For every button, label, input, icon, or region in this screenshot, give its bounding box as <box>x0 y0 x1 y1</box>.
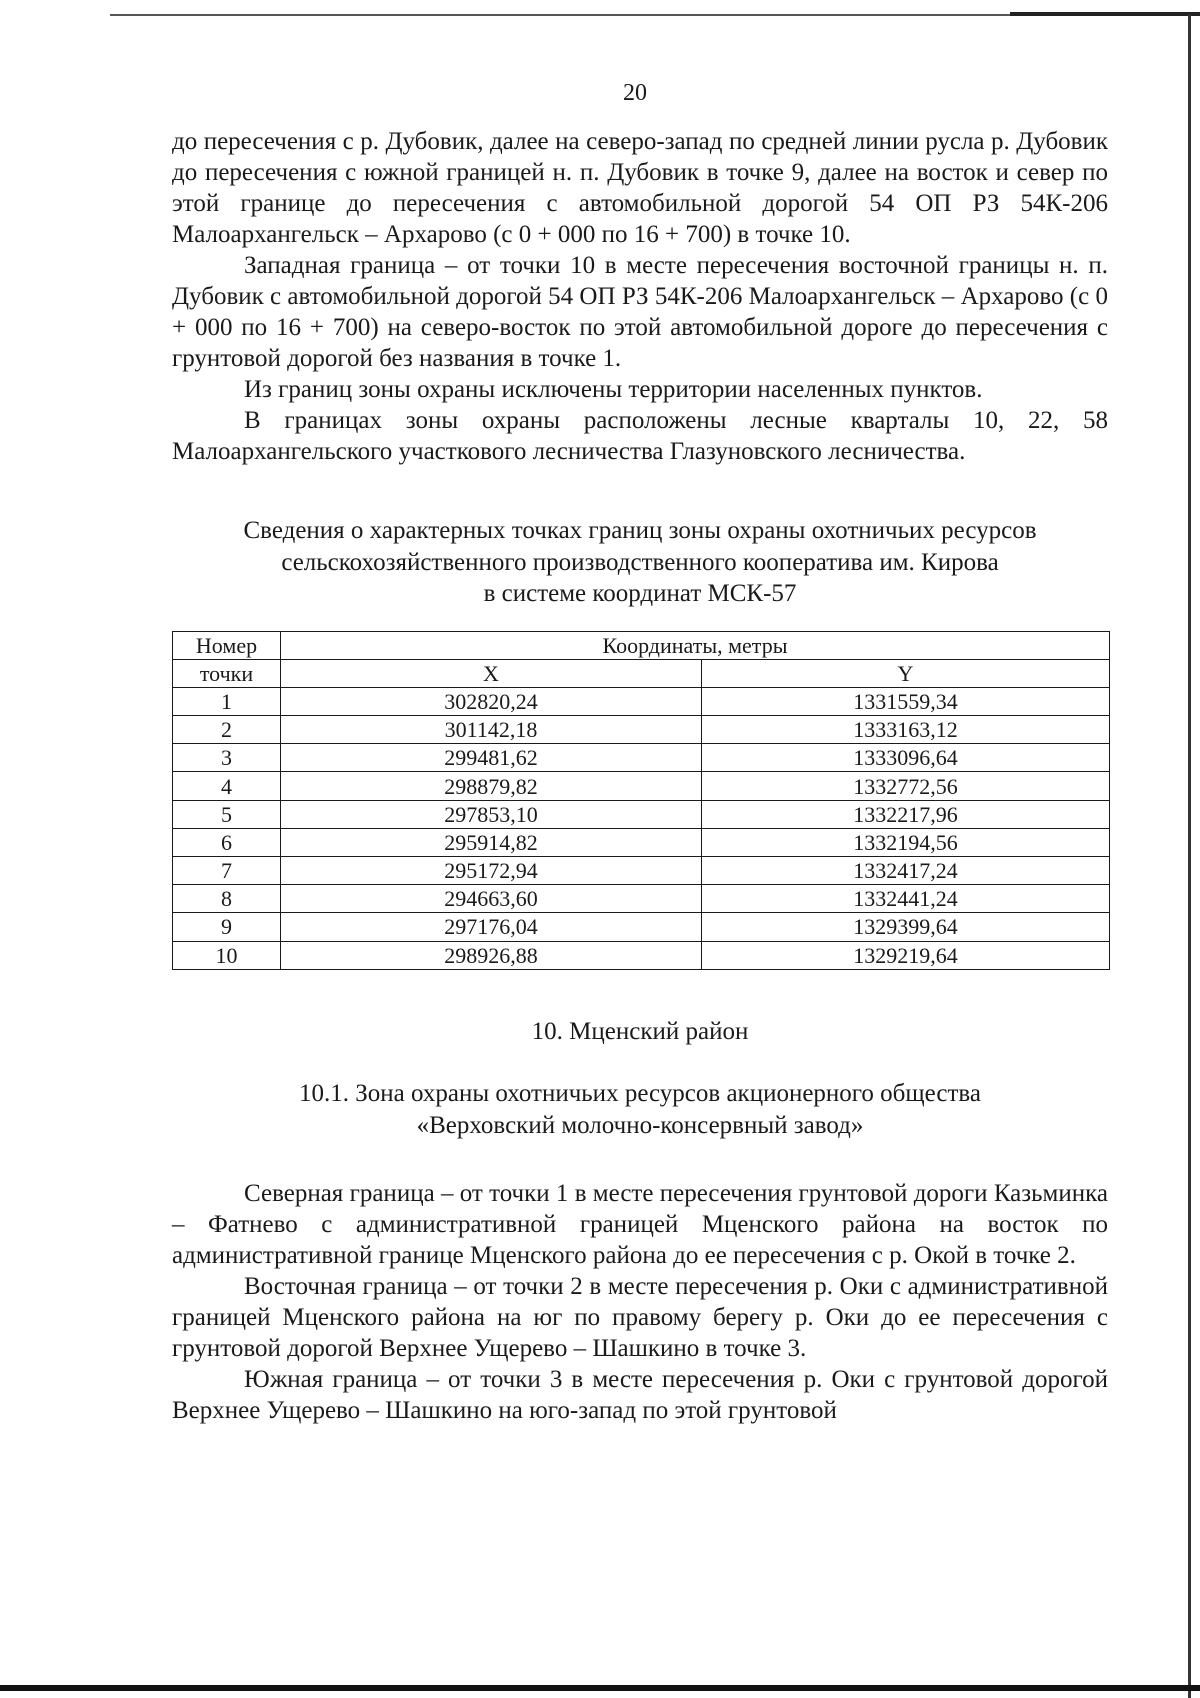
table-caption-line-3: в системе координат МСК-57 <box>483 580 797 607</box>
y-coordinate-cell: 1329219,64 <box>702 941 1110 969</box>
header-x: X <box>281 659 702 687</box>
y-coordinate-cell: 1332417,24 <box>702 857 1110 885</box>
y-coordinate-cell: 1331559,34 <box>702 687 1110 715</box>
section-paragraph-2: Восточная граница – от точки 2 в месте пересечения р. Оки с административной границей Мценского района на юг по правому берегу р. Оки до ее пересечения с грунтовой дорогой Верхнее Ущерево – Шашкино в точке 3. <box>172 1273 1108 1363</box>
x-coordinate-cell: 295172,94 <box>281 857 702 885</box>
y-coordinate-cell: 1333096,64 <box>702 744 1110 772</box>
point-number-cell: 1 <box>173 687 281 715</box>
subsection-heading-line-2: «Верховский молочно-консервный завод» <box>416 1111 864 1139</box>
x-coordinate-cell: 302820,24 <box>281 687 702 715</box>
header-coordinates: Координаты, метры <box>281 631 1110 659</box>
header-point-number <box>173 631 281 659</box>
x-coordinate-cell: 299481,62 <box>281 744 702 772</box>
x-coordinate-cell: 294663,60 <box>281 885 702 913</box>
y-coordinate-cell: 1332194,56 <box>702 828 1110 856</box>
coordinates-table <box>172 631 1110 970</box>
x-coordinate-cell: 297853,10 <box>281 800 702 828</box>
point-number-cell: 6 <box>173 828 281 856</box>
intro-paragraph-1: до пересечения с р. Дубовик, далее на северо-запад по средней линии русла р. Дубовик до пересечения с южной границей н. п. Дубовик в точке 9, далее на восток и север по этой границе до пересечения с автомобильной дорогой 54 ОП РЗ 54К-206 Малоархангельск – Архарово (с 0 + 000 по 16 + 700) в точке 10. <box>172 128 1108 248</box>
section-paragraph-3: Южная граница – от точки 3 в месте пересечения р. Оки с грунтовой дорогой Верхнее Ущерево – Шашкино на юго-запад по этой грунтовой <box>172 1366 1108 1425</box>
section-paragraph-1: Северная граница – от точки 1 в месте пересечения грунтовой дороги Казьминка – Фатнево с административной границей Мценского района на восток по административной границе Мценского района до ее пересечения с р. Окой в точке 2. <box>172 1180 1108 1270</box>
x-coordinate-cell: 298879,82 <box>281 772 702 800</box>
point-number-cell: 9 <box>173 913 281 941</box>
table-row <box>173 800 1110 828</box>
x-coordinate-cell: 295914,82 <box>281 828 702 856</box>
table-caption <box>172 515 1108 610</box>
intro-paragraph-3: Из границ зоны охраны исключены территории населенных пунктов. <box>244 376 983 403</box>
table-row <box>173 744 1110 772</box>
header-y: Y <box>702 659 1110 687</box>
point-number-cell: 3 <box>173 744 281 772</box>
table-header-row <box>173 631 1110 659</box>
y-coordinate-cell: 1332441,24 <box>702 885 1110 913</box>
scan-edge-top-right <box>1010 12 1200 16</box>
table-row <box>173 913 1110 941</box>
point-number-cell: 4 <box>173 772 281 800</box>
table-row <box>173 941 1110 969</box>
point-number-cell: 10 <box>173 941 281 969</box>
intro-paragraph-4: В границах зоны охраны расположены лесные кварталы 10, 22, 58 Малоархангельского участкового лесничества Глазуновского лесничества. <box>172 407 1108 465</box>
page-number: 20 <box>623 80 647 106</box>
document-body <box>172 126 1108 1426</box>
point-number-cell: 8 <box>173 885 281 913</box>
table-row <box>173 687 1110 715</box>
y-coordinate-cell: 1332772,56 <box>702 772 1110 800</box>
table-row <box>173 772 1110 800</box>
point-number-cell: 7 <box>173 857 281 885</box>
table-caption-line-2: сельскохозяйственного производственного кооператива им. Кирова <box>281 548 999 576</box>
y-coordinate-cell: 1333163,12 <box>702 716 1110 744</box>
subsection-heading-line-1: 10.1. Зона охраны охотничьих ресурсов акционерного общества <box>299 1080 981 1108</box>
table-caption-line-1: Сведения о характерных точках границ зоны охраны охотничьих ресурсов <box>243 517 1037 544</box>
table-subheader-row <box>173 659 1110 687</box>
subsection-heading <box>172 1078 1108 1141</box>
table-row <box>173 716 1110 744</box>
intro-paragraph-2: Западная граница – от точки 10 в месте пересечения восточной границы н. п. Дубовик с автомобильной дорогой 54 ОП РЗ 54К-206 Малоархангельск – Архарово (с 0 + 000 по 16 + 700) на северо-восток по этой автомобильной дороге до пересечения с грунтовой дорогой без названия в точке 1. <box>172 252 1108 372</box>
header-point-number-line-1: Номер <box>195 632 258 658</box>
x-coordinate-cell: 301142,18 <box>281 716 702 744</box>
header-point-number-2: точки <box>173 659 281 687</box>
section-heading: 10. Мценский район <box>531 1017 749 1045</box>
point-number-cell: 2 <box>173 716 281 744</box>
point-number-cell: 5 <box>173 800 281 828</box>
section-body <box>172 1178 1108 1426</box>
y-coordinate-cell: 1332217,96 <box>702 800 1110 828</box>
x-coordinate-cell: 297176,04 <box>281 913 702 941</box>
x-coordinate-cell: 298926,88 <box>281 941 702 969</box>
scan-edge-bottom <box>0 1685 1200 1691</box>
scan-edge-right <box>1188 14 1191 1698</box>
table-row <box>173 828 1110 856</box>
table-row <box>173 885 1110 913</box>
y-coordinate-cell: 1329399,64 <box>702 913 1110 941</box>
table-row <box>173 857 1110 885</box>
